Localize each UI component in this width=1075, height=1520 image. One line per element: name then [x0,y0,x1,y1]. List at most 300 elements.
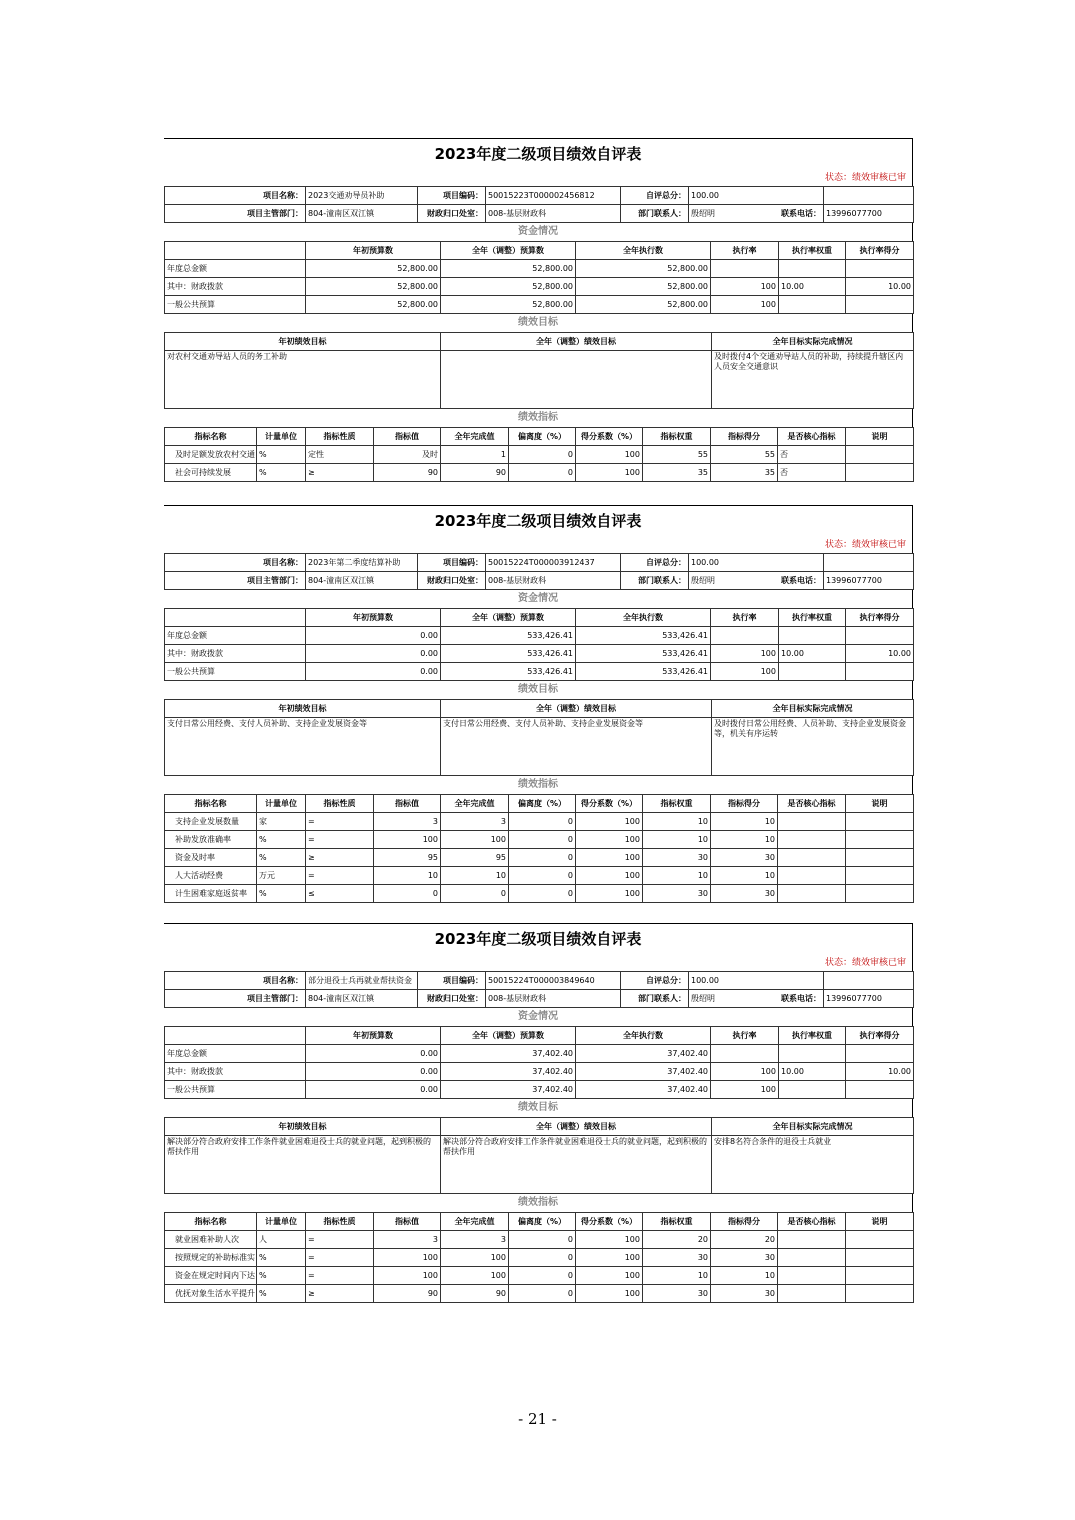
indicator-done: 0 [441,885,509,903]
indicator-value: 100 [374,831,441,849]
indicator-section-title: 绩效指标 [164,409,913,427]
indicator-done: 90 [441,1285,509,1303]
indicator-name: 补助发放准确率 [165,831,257,849]
status-label: 状态：绩效审核已审 [164,537,913,553]
fund-executed: 533,426.41 [576,627,711,645]
indicator-header: 说明 [846,1213,914,1231]
fund-header: 全年执行数 [576,609,711,627]
project-code: 50015224T000003849640 [486,972,621,990]
indicator-header: 得分系数（%） [576,428,643,446]
indicator-row [165,813,914,831]
indicator-note [846,885,914,903]
fund-table [164,241,914,314]
indicator-header: 说明 [846,795,914,813]
indicator-nature: ≥ [306,1285,374,1303]
goal-header: 全年目标实际完成情况 [712,333,914,351]
dept: 804-潼南区双江镇 [306,990,418,1008]
indicator-row [165,867,914,885]
indicator-value: 90 [374,464,441,482]
indicator-coef: 100 [576,1249,643,1267]
empty-cell [824,554,914,572]
phone: 13996077700 [824,990,914,1008]
indicator-header: 指标值 [374,1213,441,1231]
label-score-total: 自评总分： [621,554,689,572]
indicator-note [846,813,914,831]
fund-section-title: 资金情况 [164,223,913,241]
indicator-row [165,1285,914,1303]
fund-rate: 100 [711,663,779,681]
indicator-core [778,867,846,885]
indicator-table [164,1212,914,1303]
indicator-core [778,1249,846,1267]
fund-adjusted: 533,426.41 [441,663,576,681]
indicator-row [165,1249,914,1267]
fund-score: 10.00 [846,645,914,663]
indicator-unit: % [257,831,306,849]
fund-executed: 37,402.40 [576,1081,711,1099]
indicator-coef: 100 [576,1285,643,1303]
fund-weight: 10.00 [779,278,846,296]
finance: 008-基层财政科 [486,572,621,590]
indicator-header: 指标得分 [711,795,778,813]
indicator-deviation: 0 [509,1267,576,1285]
fund-row [165,627,914,645]
fund-row-label: 年度总金额 [165,627,306,645]
indicator-value: 90 [374,1285,441,1303]
indicator-deviation: 0 [509,885,576,903]
indicator-deviation: 0 [509,813,576,831]
goal-header: 全年（调整）绩效目标 [441,333,712,351]
label-dept: 项目主管部门： [165,572,306,590]
sheet-title: 2023年度二级项目绩效自评表 [164,505,913,537]
indicator-weight: 30 [643,885,711,903]
project-name: 2023年第二季度结算补助 [306,554,418,572]
goal-header: 年初绩效目标 [165,700,441,718]
indicator-unit: % [257,1267,306,1285]
indicator-name: 按照规定的补助标准实 [165,1249,257,1267]
fund-adjusted: 37,402.40 [441,1045,576,1063]
fund-weight [779,1045,846,1063]
indicator-value: 10 [374,867,441,885]
fund-header: 执行率权重 [779,242,846,260]
fund-weight [779,296,846,314]
fund-initial: 0.00 [306,1045,441,1063]
goal-section-title: 绩效目标 [164,1099,913,1117]
fund-adjusted: 533,426.41 [441,645,576,663]
indicator-core: 否 [778,464,846,482]
label-finance: 财政归口处室： [418,572,486,590]
label-project-name: 项目名称： [165,187,306,205]
status-label: 状态：绩效审核已审 [164,170,913,186]
indicator-header: 指标名称 [165,428,257,446]
goal-actual: 及时拨付日常公用经费、人员补助、支持企业发展资金等，机关有序运转 [712,718,914,776]
fund-rate [711,1045,779,1063]
indicator-weight: 10 [643,813,711,831]
indicator-header: 指标得分 [711,1213,778,1231]
goal-adjusted [441,351,712,409]
phone: 13996077700 [824,205,914,223]
indicator-nature: = [306,831,374,849]
label-score-total: 自评总分： [621,972,689,990]
fund-adjusted: 52,800.00 [441,278,576,296]
fund-executed: 37,402.40 [576,1063,711,1081]
fund-weight [779,1081,846,1099]
contact-cell [689,205,824,223]
indicator-score: 10 [711,831,778,849]
fund-adjusted: 533,426.41 [441,627,576,645]
indicator-score: 30 [711,885,778,903]
indicator-unit: 家 [257,813,306,831]
indicator-note [846,1267,914,1285]
fund-row-label: 一般公共预算 [165,1081,306,1099]
indicator-unit: 人 [257,1231,306,1249]
indicator-weight: 10 [643,1267,711,1285]
indicator-name: 资金在规定时间内下达 [165,1267,257,1285]
indicator-header: 指标权重 [643,428,711,446]
dept: 804-潼南区双江镇 [306,205,418,223]
contact: 殷绍明 [691,994,715,1003]
project-code: 50015223T000002456812 [486,187,621,205]
goal-table [164,699,914,776]
label-contact: 部门联系人： [621,572,689,590]
label-contact: 部门联系人： [621,205,689,223]
fund-row-label: 年度总金额 [165,260,306,278]
indicator-coef: 100 [576,1231,643,1249]
indicator-unit: % [257,464,306,482]
project-code: 50015224T000003912437 [486,554,621,572]
indicator-coef: 100 [576,1267,643,1285]
indicator-header: 是否核心指标 [778,795,846,813]
contact-cell [689,572,824,590]
indicator-header: 全年完成值 [441,1213,509,1231]
fund-row [165,663,914,681]
fund-executed: 52,800.00 [576,260,711,278]
indicator-score: 30 [711,1285,778,1303]
fund-initial: 0.00 [306,663,441,681]
finance: 008-基层财政科 [486,990,621,1008]
indicator-nature: = [306,1249,374,1267]
indicator-row [165,1231,914,1249]
goal-initial: 解决部分符合政府安排工作条件就业困难退役士兵的就业问题，起到积极的帮扶作用 [165,1136,441,1194]
indicator-table [164,794,914,903]
goal-header: 年初绩效目标 [165,333,441,351]
indicator-row [165,1267,914,1285]
indicator-core [778,813,846,831]
fund-header: 全年（调整）预算数 [441,609,576,627]
indicator-header: 计量单位 [257,428,306,446]
goal-table [164,332,914,409]
indicator-value: 3 [374,1231,441,1249]
goal-header: 年初绩效目标 [165,1118,441,1136]
indicator-nature: 定性 [306,446,374,464]
sheet-title: 2023年度二级项目绩效自评表 [164,138,913,170]
indicator-coef: 100 [576,831,643,849]
project-info-table [164,971,914,1008]
fund-header: 执行率得分 [846,1027,914,1045]
fund-rate: 100 [711,278,779,296]
fund-section-title: 资金情况 [164,1008,913,1026]
indicator-done: 1 [441,446,509,464]
label-dept: 项目主管部门： [165,205,306,223]
dept: 804-潼南区双江镇 [306,572,418,590]
fund-header: 执行率 [711,609,779,627]
indicator-score: 30 [711,849,778,867]
indicator-deviation: 0 [509,1231,576,1249]
indicator-header: 计量单位 [257,795,306,813]
fund-header: 年初预算数 [306,1027,441,1045]
indicator-nature: = [306,1231,374,1249]
indicator-header: 指标性质 [306,428,374,446]
contact: 殷绍明 [691,576,715,585]
indicator-weight: 30 [643,849,711,867]
fund-score [846,1081,914,1099]
goal-initial: 支付日常公用经费、支付人员补助、支持企业发展资金等 [165,718,441,776]
goal-header: 全年目标实际完成情况 [712,1118,914,1136]
indicator-score: 30 [711,1249,778,1267]
indicator-header: 偏离度（%） [509,795,576,813]
indicator-row [165,831,914,849]
indicator-section-title: 绩效指标 [164,1194,913,1212]
indicator-unit: 万元 [257,867,306,885]
project-info-table [164,186,914,223]
indicator-core [778,831,846,849]
indicator-weight: 30 [643,1249,711,1267]
fund-row [165,296,914,314]
fund-initial: 0.00 [306,1063,441,1081]
score-total: 100.00 [689,187,824,205]
empty-cell [165,242,306,260]
fund-score [846,627,914,645]
indicator-note [846,1231,914,1249]
label-project-code: 项目编码： [418,187,486,205]
fund-score [846,296,914,314]
fund-row [165,278,914,296]
indicator-note [846,831,914,849]
indicator-coef: 100 [576,885,643,903]
fund-table [164,608,914,681]
indicator-value: 100 [374,1249,441,1267]
fund-initial: 52,800.00 [306,296,441,314]
indicator-nature: = [306,867,374,885]
fund-row-label: 年度总金额 [165,1045,306,1063]
fund-header: 执行率得分 [846,609,914,627]
label-phone: 联系电话： [781,209,821,218]
indicator-note [846,446,914,464]
fund-rate [711,260,779,278]
indicator-coef: 100 [576,867,643,885]
indicator-row [165,464,914,482]
indicator-done: 3 [441,1231,509,1249]
finance: 008-基层财政科 [486,205,621,223]
fund-adjusted: 37,402.40 [441,1063,576,1081]
project-name: 2023交通劝导员补助 [306,187,418,205]
fund-row [165,1045,914,1063]
indicator-header: 指标性质 [306,1213,374,1231]
indicator-header: 得分系数（%） [576,795,643,813]
indicator-unit: % [257,1285,306,1303]
fund-executed: 533,426.41 [576,663,711,681]
fund-row [165,260,914,278]
indicator-score: 10 [711,813,778,831]
score-total: 100.00 [689,972,824,990]
goal-initial: 对农村交通劝导站人员的务工补助 [165,351,441,409]
label-finance: 财政归口处室： [418,205,486,223]
indicator-done: 100 [441,831,509,849]
indicator-header: 指标得分 [711,428,778,446]
label-contact: 部门联系人： [621,990,689,1008]
indicator-done: 100 [441,1267,509,1285]
indicator-unit: % [257,849,306,867]
fund-header: 执行率得分 [846,242,914,260]
indicator-core [778,885,846,903]
indicator-row [165,446,914,464]
fund-score: 10.00 [846,278,914,296]
fund-header: 全年（调整）预算数 [441,242,576,260]
goal-section-title: 绩效目标 [164,314,913,332]
contact: 殷绍明 [691,209,715,218]
goal-header: 全年（调整）绩效目标 [441,700,712,718]
indicator-name: 社会可持续发展 [165,464,257,482]
indicator-deviation: 0 [509,831,576,849]
indicator-value: 95 [374,849,441,867]
fund-weight: 10.00 [779,645,846,663]
indicator-nature: ≥ [306,464,374,482]
empty-cell [165,1027,306,1045]
fund-rate: 100 [711,1063,779,1081]
indicator-header: 说明 [846,428,914,446]
page-number: - 21 - [518,1410,557,1428]
indicator-value: 100 [374,1267,441,1285]
indicator-core [778,849,846,867]
indicator-section-title: 绩效指标 [164,776,913,794]
label-phone: 联系电话： [781,576,821,585]
fund-header: 执行率 [711,242,779,260]
goal-adjusted: 解决部分符合政府安排工作条件就业困难退役士兵的就业问题，起到积极的帮扶作用 [441,1136,712,1194]
indicator-header: 指标权重 [643,1213,711,1231]
indicator-name: 支持企业发展数量 [165,813,257,831]
fund-header: 执行率权重 [779,1027,846,1045]
fund-row-label: 其中：财政拨款 [165,645,306,663]
fund-header: 全年执行数 [576,1027,711,1045]
indicator-deviation: 0 [509,1249,576,1267]
indicator-weight: 10 [643,867,711,885]
indicator-value: 3 [374,813,441,831]
label-finance: 财政归口处室： [418,990,486,1008]
indicator-core [778,1285,846,1303]
indicator-weight: 35 [643,464,711,482]
indicator-header: 偏离度（%） [509,1213,576,1231]
fund-initial: 0.00 [306,627,441,645]
fund-header: 执行率权重 [779,609,846,627]
indicator-note [846,849,914,867]
sheet-title: 2023年度二级项目绩效自评表 [164,923,913,955]
fund-adjusted: 52,800.00 [441,296,576,314]
indicator-name: 人大活动经费 [165,867,257,885]
fund-weight [779,627,846,645]
fund-initial: 0.00 [306,1081,441,1099]
fund-row-label: 一般公共预算 [165,296,306,314]
indicator-deviation: 0 [509,464,576,482]
indicator-coef: 100 [576,446,643,464]
fund-weight: 10.00 [779,1063,846,1081]
indicator-weight: 20 [643,1231,711,1249]
fund-section-title: 资金情况 [164,590,913,608]
goal-table [164,1117,914,1194]
fund-score [846,1045,914,1063]
indicator-name: 及时足额发放农村交通 [165,446,257,464]
fund-row-label: 其中：财政拨款 [165,278,306,296]
indicator-nature: ≤ [306,885,374,903]
indicator-done: 100 [441,1249,509,1267]
fund-score: 10.00 [846,1063,914,1081]
fund-row-label: 一般公共预算 [165,663,306,681]
indicator-deviation: 0 [509,867,576,885]
project-info-table [164,553,914,590]
empty-cell [824,187,914,205]
indicator-core [778,1267,846,1285]
indicator-value: 0 [374,885,441,903]
fund-executed: 533,426.41 [576,645,711,663]
fund-executed: 37,402.40 [576,1045,711,1063]
indicator-core: 否 [778,446,846,464]
fund-adjusted: 37,402.40 [441,1081,576,1099]
label-project-name: 项目名称： [165,554,306,572]
indicator-done: 10 [441,867,509,885]
indicator-header: 是否核心指标 [778,428,846,446]
indicator-score: 10 [711,1267,778,1285]
indicator-deviation: 0 [509,1285,576,1303]
empty-cell [165,609,306,627]
contact-cell [689,990,824,1008]
indicator-table [164,427,914,482]
indicator-score: 55 [711,446,778,464]
fund-header: 年初预算数 [306,242,441,260]
goal-actual: 及时拨付4个交通劝导站人员的补助，持续提升辖区内人员安全交通意识 [712,351,914,409]
project-name: 部分退役士兵再就业帮扶资金 [306,972,418,990]
fund-header: 年初预算数 [306,609,441,627]
label-project-code: 项目编码： [418,972,486,990]
indicator-row [165,885,914,903]
evaluation-sheet [164,138,913,482]
indicator-done: 3 [441,813,509,831]
evaluation-sheet [164,505,913,903]
fund-row [165,645,914,663]
fund-table [164,1026,914,1099]
indicator-row [165,849,914,867]
indicator-weight: 55 [643,446,711,464]
indicator-score: 35 [711,464,778,482]
goal-adjusted: 支付日常公用经费、支付人员补助、支持企业发展资金等 [441,718,712,776]
indicator-unit: % [257,446,306,464]
indicator-deviation: 0 [509,446,576,464]
label-project-name: 项目名称： [165,972,306,990]
goal-section-title: 绩效目标 [164,681,913,699]
fund-row [165,1081,914,1099]
indicator-done: 90 [441,464,509,482]
indicator-value: 及时 [374,446,441,464]
indicator-header: 计量单位 [257,1213,306,1231]
indicator-header: 指标权重 [643,795,711,813]
indicator-header: 指标值 [374,795,441,813]
fund-header: 全年执行数 [576,242,711,260]
indicator-unit: % [257,885,306,903]
fund-rate: 100 [711,645,779,663]
indicator-nature: = [306,813,374,831]
indicator-name: 优抚对象生活水平提升 [165,1285,257,1303]
empty-cell [824,972,914,990]
indicator-note [846,1249,914,1267]
label-project-code: 项目编码： [418,554,486,572]
